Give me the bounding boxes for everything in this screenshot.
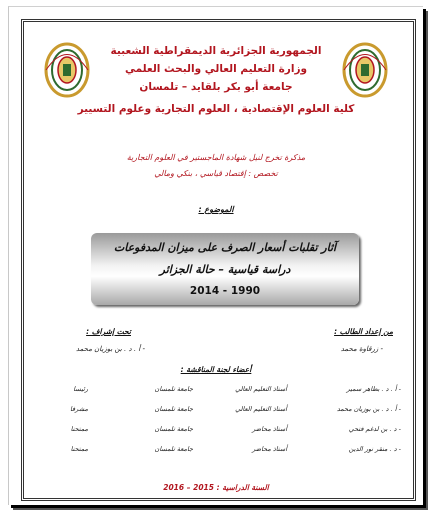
student-name: - زرقاوة محمد: [340, 345, 383, 353]
header-faculty: كلية العلوم الإقتصادية ، العلوم التجارية وعلوم التسيير: [77, 103, 355, 115]
committee-label: أعضاء لجنة المناقشة :: [180, 365, 252, 374]
academic-year: السنة الدراسية : 2015 – 2016: [163, 483, 269, 492]
thesis-title-period: 1990 - 2014: [189, 285, 261, 297]
member-university: جامعة تلمسان: [154, 445, 193, 453]
header-republic: الجمهورية الجزائرية الديمقراطية الشعبية: [110, 45, 322, 57]
member-rank: أستاذ التعليم العالي: [235, 385, 287, 393]
thesis-title-line1: آثار تقلبات أسعار الصرف على ميزان المدفوعات: [113, 241, 337, 254]
degree-statement: مذكرة تخرج لنيل شهادة الماجستير في العلوم التجارية: [126, 153, 306, 162]
member-role: ممتحنا: [70, 445, 88, 453]
member-name: - أ . د . بطاهر سمير: [346, 385, 401, 393]
header-ministry: وزارة التعليم العالي والبحث العلمي: [124, 63, 308, 75]
member-rank: أستاذ التعليم العالي: [235, 405, 287, 413]
supervisor-name: - أ . د . بن بوزيان محمد: [75, 345, 145, 353]
member-name: - أ . د . بن بوزيان محمد: [336, 405, 401, 413]
prepared-by-label: من إعداد الطالب :: [334, 327, 393, 336]
document-page: [8, 6, 423, 505]
member-rank: أستاذ محاضر: [252, 425, 287, 433]
member-university: جامعة تلمسان: [154, 425, 193, 433]
member-role: مشرفا: [70, 405, 88, 413]
degree-specialty: تخصص : إقتصاد قياسي ، بنكي ومالي: [154, 169, 278, 178]
member-role: رئيسا: [73, 385, 88, 393]
supervisor-label: تحت إشراف :: [86, 327, 131, 336]
member-role: ممتحنا: [70, 425, 88, 433]
member-rank: أستاذ محاضر: [252, 445, 287, 453]
thesis-title-box: [91, 233, 359, 305]
member-name: - د . بن لدغم فتحي: [348, 425, 401, 433]
member-university: جامعة تلمسان: [154, 405, 193, 413]
subject-label: الموضوع :: [198, 205, 234, 214]
thesis-title-line2: دراسة قياسية – حالة الجزائر: [159, 263, 291, 276]
member-name: - د . منقر نور الدين: [348, 445, 401, 453]
member-university: جامعة تلمسان: [154, 385, 193, 393]
header-university: جامعة أبو بكر بلقايد – تلمسان: [139, 81, 293, 93]
